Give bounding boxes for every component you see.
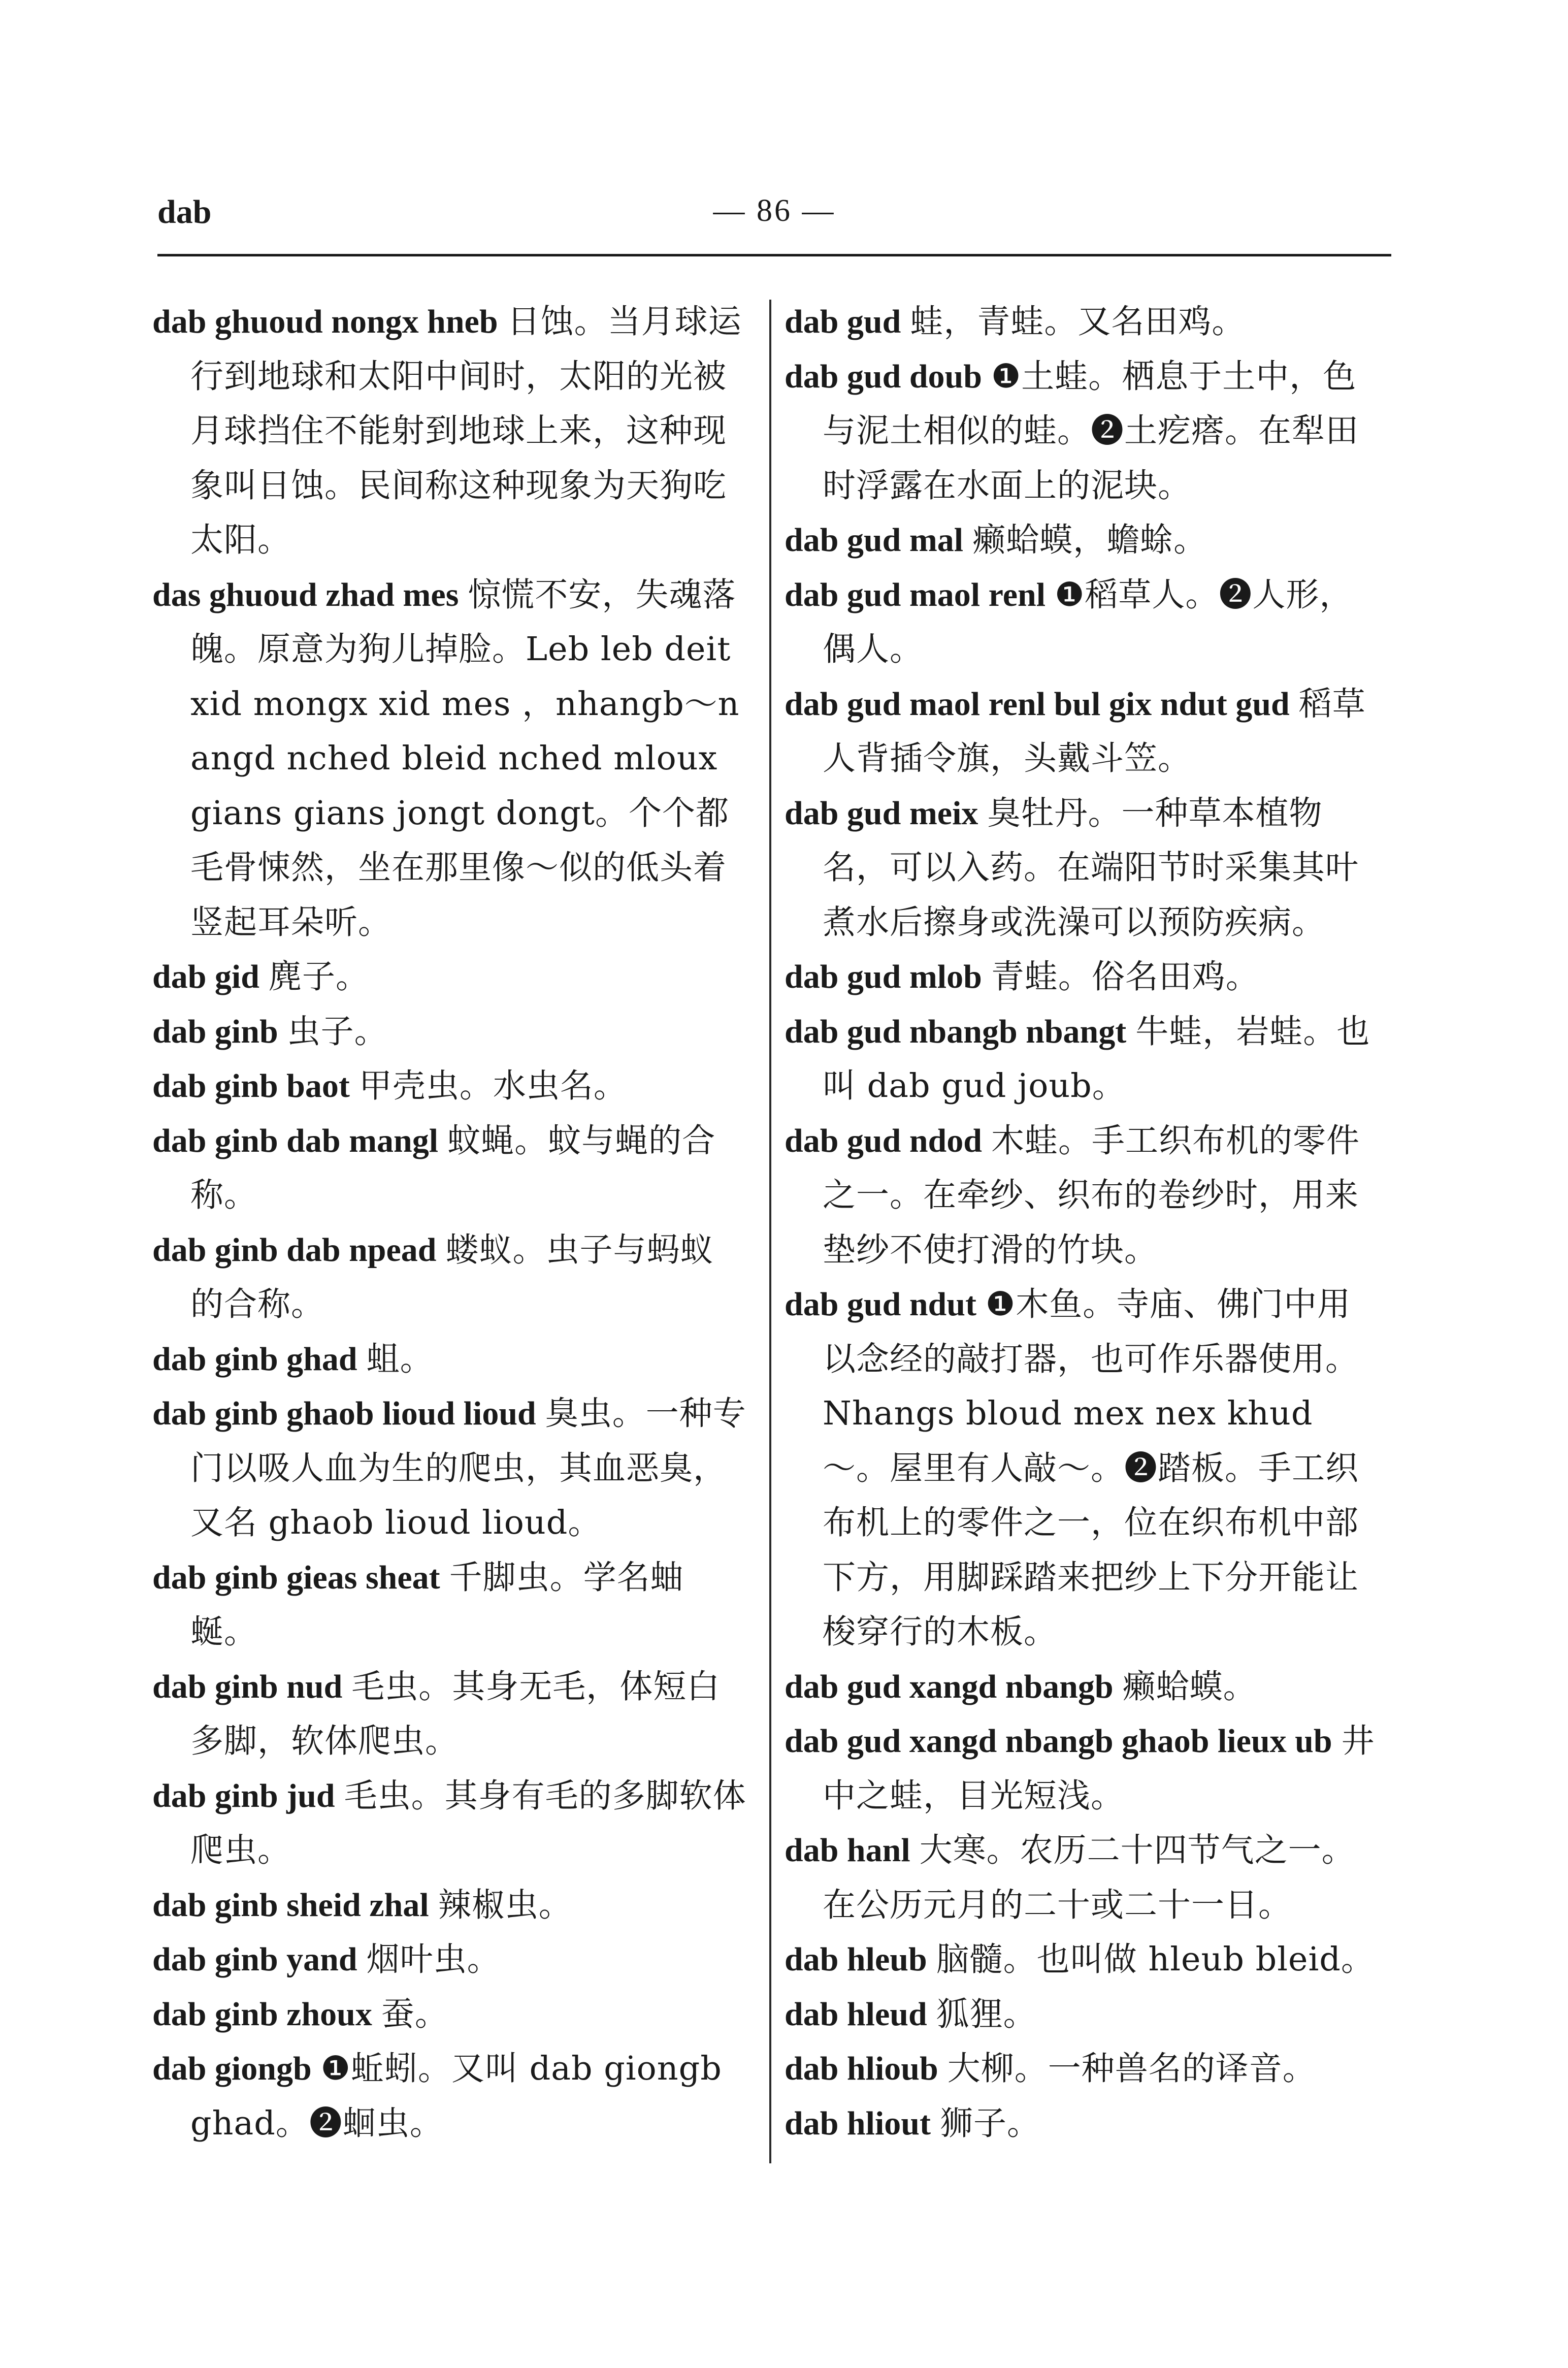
running-head: dab — [157, 193, 212, 231]
dictionary-entry — [785, 1660, 1379, 1714]
definition: ❶木鱼。寺庙、佛门中用以念经的敲打器，也可作乐器使用。Nhangs bloud mex nex khud～。屋里有人敲～。❷踏板。手工织布机上的零件之一，位在织布机中部下方，用脚踩踏来把纱上下分开能让梭穿行的木板。 — [823, 1285, 1359, 1651]
dictionary-entry — [785, 950, 1379, 1004]
dictionary-entry — [785, 513, 1379, 568]
dictionary-entry — [152, 1332, 746, 1387]
column-divider — [769, 300, 771, 2163]
dictionary-entry — [785, 1004, 1379, 1114]
definition: 麂子。 — [268, 958, 369, 996]
dictionary-entry — [785, 2096, 1379, 2151]
dictionary-entry — [152, 568, 746, 950]
headword: dab ginb sheid zhal — [152, 1886, 429, 1924]
definition: 毛虫。其身无毛，体短白多脚，软体爬虫。 — [190, 1667, 721, 1760]
definition: 青蛙。俗名田鸡。 — [991, 958, 1259, 996]
headword: dab ginb ghad — [152, 1340, 357, 1378]
headword: dab ginb ghaob lioud lioud — [152, 1395, 536, 1432]
dictionary-entry — [785, 295, 1379, 349]
page-header — [157, 193, 1391, 249]
headword: dab gud nbangb nbangt — [785, 1013, 1127, 1050]
headword: dab ginb yand — [152, 1941, 357, 1978]
headword: dab gud doub — [785, 358, 982, 395]
headword: dab ginb dab mangl — [152, 1122, 439, 1159]
headword: dab gud — [785, 303, 901, 340]
dictionary-entry — [152, 1223, 746, 1332]
headword: dab ginb nud — [152, 1668, 343, 1705]
definition: 牛蛙，岩蛙。也叫 dab gud joub。 — [823, 1012, 1370, 1105]
definition: 毛虫。其身有毛的多脚软体爬虫。 — [190, 1776, 746, 1869]
headword: dab ginb zhoux — [152, 1995, 372, 2033]
headword: dab gud mlob — [785, 958, 982, 995]
definition: 脑髓。也叫做 hleub bleid。 — [936, 1940, 1375, 1978]
definition: 大寒。农历二十四节气之一。在公历元月的二十或二十一日。 — [823, 1831, 1355, 1924]
definition: 狮子。 — [939, 2104, 1040, 2143]
definition: ❶蚯蚓。又叫 dab giongb ghad。❷蛔虫。 — [190, 2050, 722, 2143]
headword: dab hleud — [785, 1995, 927, 2033]
dictionary-entry — [785, 1277, 1379, 1660]
definition: 木蛙。手工织布机的零件之一。在牵纱、织布的卷纱时，用来垫纱不使打滑的竹块。 — [823, 1121, 1360, 1269]
dictionary-entry — [785, 2041, 1379, 2096]
headword: dab ginb dab npead — [152, 1231, 437, 1269]
dictionary-entry — [785, 568, 1379, 677]
headword: dab ginb gieas sheat — [152, 1559, 440, 1596]
definition: 甲壳虫。水虫名。 — [358, 1067, 627, 1105]
headword: dab hleub — [785, 1941, 927, 1978]
definition: ❶土蛙。栖息于土中，色与泥土相似的蛙。❷土疙瘩。在犁田时浮露在水面上的泥块。 — [823, 357, 1359, 505]
dictionary-entry — [785, 349, 1379, 513]
definition: 臭牡丹。一种草本植物名，可以入药。在端阳节时采集其叶煮水后擦身或洗澡可以预防疾病。 — [823, 794, 1359, 942]
headword: dab ginb — [152, 1013, 278, 1050]
definition: 癞蛤蟆，蟾蜍。 — [972, 521, 1207, 559]
definition: 日蚀。当月球运行到地球和太阳中间时，太阳的光被月球挡住不能射到地球上来，这种现象叫日蚀。民间称这种现象为天狗吃太阳。 — [190, 303, 742, 559]
headword: dab gid — [152, 958, 259, 995]
definition: 烟叶虫。 — [366, 1940, 501, 1978]
dictionary-entry — [152, 2041, 746, 2151]
definition: 蚊蝇。蚊与蝇的合称。 — [190, 1121, 716, 1214]
headword: dab ginb jud — [152, 1777, 335, 1814]
definition: 臭虫。一种专门以吸人血为生的爬虫，其血恶臭，又名 ghaob lioud lioud。 — [190, 1394, 746, 1542]
definition: 蚕。 — [381, 1995, 448, 2033]
headword: dab gud xangd nbangb — [785, 1668, 1114, 1705]
headword: dab gud meix — [785, 794, 978, 832]
headword: dab gud xangd nbangb ghaob lieux ub — [785, 1723, 1332, 1760]
definition: ❶稻草人。❷人形，偶人。 — [823, 575, 1353, 668]
headword: dab giongb — [152, 2050, 312, 2087]
dictionary-entry — [152, 1059, 746, 1114]
dictionary-entry — [785, 1932, 1379, 1987]
left-column — [152, 295, 746, 2151]
headword: dab gud mal — [785, 522, 964, 559]
headword: dab hliout — [785, 2104, 931, 2142]
dictionary-entry — [785, 1114, 1379, 1278]
dictionary-entry — [152, 1550, 746, 1660]
definition: 蝼蚁。虫子与蚂蚁的合称。 — [190, 1230, 714, 1323]
header-rule — [157, 254, 1391, 256]
page-number: — 86 — — [713, 193, 836, 228]
headword: dab gud ndod — [785, 1122, 982, 1159]
dictionary-entry — [152, 1878, 746, 1933]
dictionary-entry — [152, 295, 746, 568]
headword: das ghuoud zhad mes — [152, 576, 459, 613]
dictionary-entry — [152, 1987, 746, 2042]
definition: 虫子。 — [287, 1012, 388, 1051]
definition: 大柳。一种兽名的译音。 — [947, 2050, 1316, 2088]
headword: dab gud maol renl — [785, 576, 1046, 613]
headword: dab ginb baot — [152, 1067, 350, 1105]
definition: 千脚虫。学名蚰蜒。 — [190, 1558, 684, 1651]
dictionary-entry — [785, 677, 1379, 786]
dictionary-entry — [785, 786, 1379, 950]
definition: 惊慌不安，失魂落魄。原意为狗儿掉脸。Leb leb deit xid mongx xid mes ，nhangb～nangd nched bleid nched mloux gians gians jongt dongt。个个都毛骨悚然，坐在那里像～似的低头着竖起耳朵听。 — [190, 575, 740, 942]
definition: 井中之蛙，目光短浅。 — [823, 1722, 1375, 1815]
dictionary-entry — [785, 1714, 1379, 1823]
dictionary-entry — [152, 1660, 746, 1769]
headword: dab gud maol renl bul gix ndut gud — [785, 685, 1290, 723]
headword: dab gud ndut — [785, 1286, 976, 1323]
dictionary-entry — [152, 1769, 746, 1878]
dictionary-entry — [152, 1114, 746, 1223]
definition: 癞蛤蟆。 — [1122, 1667, 1257, 1706]
definition: 狐狸。 — [936, 1995, 1037, 2033]
definition: 蛙，青蛙。又名田鸡。 — [910, 303, 1246, 341]
definition: 蛆。 — [366, 1340, 434, 1378]
dictionary-entry — [152, 1386, 746, 1550]
dictionary-entry — [785, 1987, 1379, 2042]
definition: 稻草人背插令旗，头戴斗笠。 — [823, 685, 1366, 777]
dictionary-entry — [152, 1932, 746, 1987]
definition: 辣椒虫。 — [438, 1886, 572, 1924]
right-column — [785, 295, 1379, 2151]
dictionary-entry — [152, 1004, 746, 1059]
headword: dab hlioub — [785, 2050, 938, 2087]
dictionary-entry — [152, 950, 746, 1004]
headword: dab ghuoud nongx hneb — [152, 303, 498, 340]
headword: dab hanl — [785, 1832, 910, 1869]
dictionary-entry — [785, 1823, 1379, 1932]
